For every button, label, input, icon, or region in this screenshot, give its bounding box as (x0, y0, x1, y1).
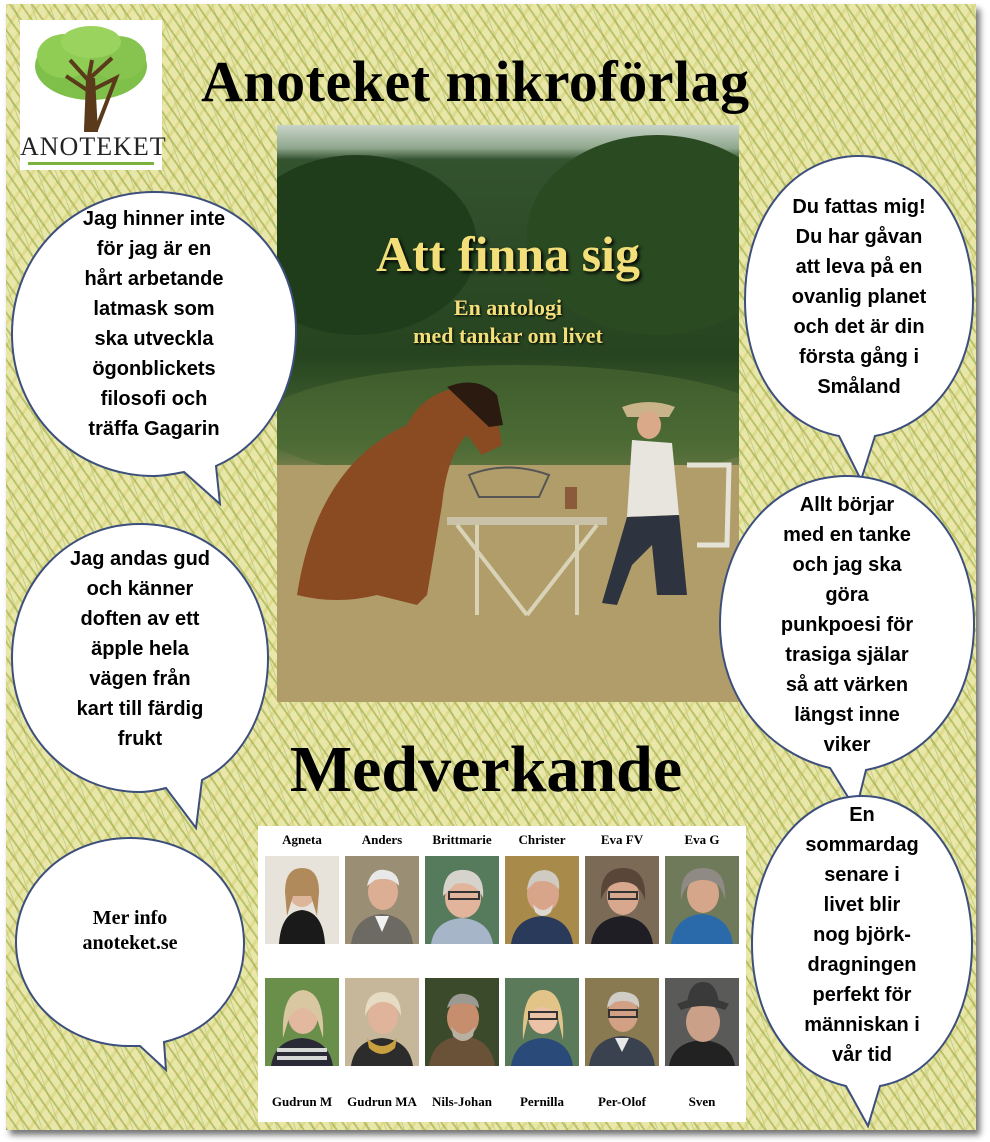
bubble-line: så att värken (785, 674, 909, 696)
bubble-line: perfekt för (812, 984, 912, 1006)
logo-text: ANOTEKET (20, 132, 167, 161)
bubble-line: första gång i (798, 346, 919, 368)
bubble-line: och jag ska (792, 554, 902, 576)
contributor-photo (505, 978, 579, 1066)
bubble-line: Småland (817, 376, 901, 398)
contributor-photo (265, 856, 339, 944)
contributor-photo (265, 978, 339, 1066)
contributor-photo (425, 978, 499, 1066)
poster (6, 4, 976, 1130)
contributor-photo (585, 978, 659, 1066)
anoteket-logo[interactable] (20, 20, 167, 170)
contributor-photo (345, 978, 419, 1066)
speech-bubble-left-top (8, 190, 300, 506)
bubble-line: viker (823, 734, 871, 756)
bubble-line: frukt (117, 728, 163, 750)
contributor-photo (425, 856, 499, 944)
bubble-line: med en tanke (783, 524, 911, 546)
speech-bubble-left-middle (8, 522, 272, 832)
cover-title: Att finna sig (376, 226, 640, 282)
contributor-photo (585, 856, 659, 944)
contributor-name: Eva FV (600, 832, 644, 847)
bubble-line: nog björk- (813, 924, 911, 946)
bubble-line: dragningen (807, 954, 917, 976)
contributor-name: Anders (361, 832, 403, 847)
bubble-line: latmask som (93, 298, 215, 320)
contributor-name: Sven (688, 1094, 716, 1109)
logo-underline (28, 162, 154, 165)
page-title: Anoteket mikroförlag (201, 49, 750, 114)
cover-subtitle-line1: En antologi (453, 295, 563, 320)
contributor-name: Gudrun MA (347, 1094, 417, 1109)
website-link[interactable]: anoteket.se (82, 932, 178, 954)
contributor-name: Nils-Johan (432, 1094, 492, 1109)
bubble-line: äpple hela (91, 638, 189, 660)
bubble-line: Du har gåvan (795, 226, 923, 248)
bubble-line: senare i (824, 864, 900, 886)
bubble-line: kart till färdig (76, 698, 204, 720)
contributor-name: Eva G (684, 832, 720, 847)
contributor-name: Christer (518, 832, 566, 847)
cover-photo-horse-and-man (277, 125, 739, 702)
contributor-photo (345, 856, 419, 944)
speech-bubble-right-top (741, 154, 976, 484)
contributor-name: Agneta (282, 832, 322, 847)
contributor-photo (665, 978, 739, 1066)
bubble-line: göra (825, 584, 869, 606)
book-cover[interactable] (277, 125, 739, 702)
contributor-name: Gudrun M (271, 1094, 333, 1109)
bubble-line: människan i (804, 1014, 920, 1036)
contributor-name: Brittmarie (432, 832, 492, 847)
speech-bubble-right-bottom (748, 794, 976, 1130)
bubble-line: vägen från (89, 668, 191, 690)
bubble-line: att leva på en (795, 256, 923, 278)
bubble-line: En (849, 804, 875, 826)
speech-bubble-info (12, 836, 248, 1072)
bubble-line: Jag hinner inte (82, 208, 226, 230)
contributor-photo (505, 856, 579, 944)
contributors-heading: Medverkande (289, 733, 683, 806)
bubble-line: träffa Gagarin (88, 418, 220, 440)
bubble-line: ska utveckla (94, 328, 214, 350)
tree-icon (20, 20, 162, 132)
bubble-line: Jag andas gud (69, 548, 211, 570)
contributor-photo (665, 856, 739, 944)
bubble-line: doften av ett (80, 608, 200, 630)
bubble-line: sommardag (805, 834, 919, 856)
bubble-line: Allt börjar (799, 494, 895, 516)
bubble-line: ögonblickets (92, 358, 216, 380)
bubble-line: Du fattas mig! (792, 196, 926, 218)
bubble-line: längst inne (794, 704, 900, 726)
contributor-name: Pernilla (519, 1094, 565, 1109)
info-label: Mer info (92, 907, 168, 929)
contributor-name: Per-Olof (598, 1094, 646, 1109)
bubble-line: trasiga själar (785, 644, 909, 666)
bubble-line: vår tid (831, 1044, 893, 1066)
bubble-line: punkpoesi för (780, 614, 914, 636)
bubble-line: filosofi och (100, 388, 208, 410)
speech-bubble-right-middle (716, 474, 976, 814)
contributors-grid (258, 826, 746, 1122)
bubble-line: och känner (86, 578, 194, 600)
bubble-line: ovanlig planet (791, 286, 927, 308)
bubble-line: livet blir (823, 894, 901, 916)
cover-subtitle-line2: med tankar om livet (413, 323, 603, 348)
bubble-line: hårt arbetande (84, 268, 224, 290)
bubble-line: och det är din (793, 316, 925, 338)
bubble-line: för jag är en (96, 238, 212, 260)
